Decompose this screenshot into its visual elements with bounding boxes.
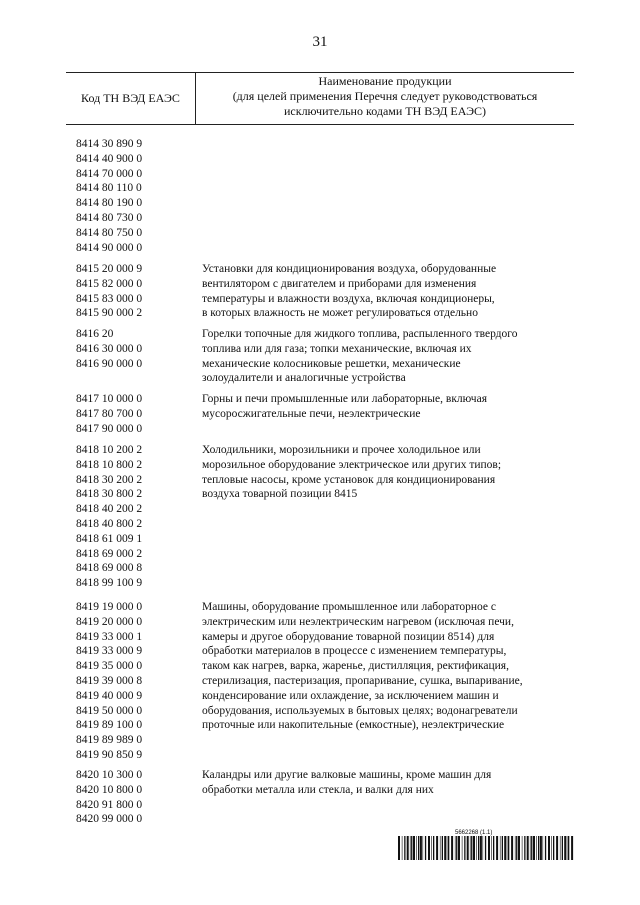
product-description-line: Машины, оборудование промышленное или лабораторное с (202, 601, 496, 613)
hs-code: 8415 20 000 9 (76, 263, 143, 275)
product-description (202, 262, 577, 321)
hs-code: 8416 20 (76, 328, 114, 340)
product-description-line: морозильное оборудование электрическое или других типов; (202, 458, 502, 471)
product-description-line: проточные или накопительные (емкостные), неэлектрические (202, 719, 505, 732)
hs-code: 8418 69 000 2 (76, 547, 143, 560)
hs-code: 8417 10 000 0 (76, 393, 143, 405)
hs-code-list (76, 327, 186, 371)
column-header-code: Код ТН ВЭД ЕАЭС (81, 91, 180, 105)
column-header-line: исключительно кодами ТН ВЭД ЕАЭС) (283, 104, 487, 118)
product-description-line: стерилизация, пастеризация, пропаривание, сушка, выпаривание, (202, 674, 523, 687)
hs-code-list (76, 600, 186, 763)
product-description (202, 443, 577, 502)
product-description (202, 600, 577, 733)
hs-code: 8414 90 000 0 (76, 241, 143, 254)
product-description-line: обработки материалов в процессе с изменением температуры, (202, 645, 507, 658)
hs-code: 8414 40 900 0 (76, 152, 143, 165)
product-description (202, 768, 577, 798)
product-description-line: Установки для кондиционирования воздуха, оборудованные (202, 263, 497, 275)
hs-code: 8420 91 800 0 (76, 798, 143, 811)
product-description-line: Горелки топочные для жидкого топлива, распыленного твердого (202, 328, 518, 340)
hs-code: 8420 10 800 0 (76, 783, 143, 796)
column-header-line: (для целей применения Перечня следует руководствоваться (232, 89, 538, 103)
product-description-line: обработки металла или стекла, и валки для них (202, 783, 434, 796)
hs-code: 8420 10 300 0 (76, 769, 143, 781)
hs-code: 8418 10 200 2 (76, 444, 143, 456)
hs-code: 8419 20 000 0 (76, 615, 143, 628)
hs-code: 8419 89 989 0 (76, 734, 143, 747)
hs-code: 8418 40 800 2 (76, 517, 143, 530)
hs-code-list (76, 443, 186, 591)
table-header-top-rule (66, 72, 574, 73)
hs-code: 8414 80 730 0 (76, 211, 143, 224)
product-description-line: температуры и влажности воздуха, включая кондиционеры, (202, 292, 495, 305)
hs-code: 8419 33 000 9 (76, 645, 143, 658)
hs-code: 8418 99 100 9 (76, 577, 143, 590)
hs-code-list (76, 262, 186, 321)
product-description-line: механические колосниковые решетки, механические (202, 357, 461, 370)
hs-code: 8415 82 000 0 (76, 277, 143, 290)
hs-code: 8419 33 000 1 (76, 630, 143, 643)
hs-code: 8418 30 200 2 (76, 473, 143, 486)
product-description (202, 327, 577, 386)
product-description (202, 392, 577, 422)
hs-code: 8419 90 850 9 (76, 748, 143, 761)
hs-code: 8414 30 890 9 (76, 138, 143, 150)
hs-code-list (76, 392, 186, 436)
hs-code: 8416 90 000 0 (76, 357, 143, 370)
barcode-label: 5662268 (1.1) (455, 830, 493, 836)
product-description-line: Холодильники, морозильники и прочее холодильное или (202, 444, 481, 456)
barcode-image (398, 836, 574, 860)
hs-code: 8419 40 000 9 (76, 689, 143, 702)
hs-code: 8417 90 000 0 (76, 422, 143, 435)
hs-code: 8419 39 000 8 (76, 674, 143, 687)
product-description-line: Горны и печи промышленные или лабораторные, включая (202, 393, 487, 405)
hs-code: 8419 35 000 0 (76, 660, 143, 673)
hs-code: 8418 61 009 1 (76, 532, 143, 545)
page-number: 31 (312, 34, 328, 50)
hs-code: 8419 19 000 0 (76, 601, 143, 613)
hs-code: 8414 80 190 0 (76, 197, 143, 210)
hs-code-list (76, 768, 186, 827)
product-description-line: конденсирование или охлаждение, за исключением машин и (202, 689, 499, 702)
hs-code: 8416 30 000 0 (76, 342, 143, 355)
hs-code: 8418 30 800 2 (76, 488, 143, 501)
product-description-line: таком как нагрев, варка, жаренье, дистилляция, ректификация, (202, 660, 509, 673)
hs-code: 8415 90 000 2 (76, 307, 143, 320)
product-description-line: воздуха товарной позиции 8415 (202, 488, 358, 501)
product-description-line: топлива или для газа; топки механические, включая их (202, 342, 472, 355)
product-description-line: мусоросжигательные печи, неэлектрические (202, 407, 421, 420)
hs-code: 8414 80 110 0 (76, 182, 142, 195)
hs-code: 8419 50 000 0 (76, 704, 143, 717)
product-description-line: тепловые насосы, кроме установок для кондиционирования (202, 473, 496, 486)
hs-code: 8418 10 800 2 (76, 458, 143, 471)
hs-code: 8414 70 000 0 (76, 167, 143, 180)
table-header-bottom-rule (66, 124, 574, 125)
hs-code: 8419 89 100 0 (76, 719, 143, 732)
hs-code: 8418 69 000 8 (76, 562, 143, 575)
product-description-line: оборудования, используемых в бытовых целях; водонагреватели (202, 704, 518, 717)
column-header-line: Наименование продукции (318, 74, 452, 88)
hs-code: 8420 99 000 0 (76, 813, 143, 826)
product-description-line: камеры и другое оборудование товарной позиции 8514) для (202, 630, 495, 643)
product-description-line: в которых влажность не может регулироваться отдельно (202, 307, 478, 320)
hs-code: 8418 40 200 2 (76, 503, 143, 516)
product-description-line: электрическим или неэлектрическим нагревом (исключая печи, (202, 615, 514, 628)
hs-code: 8415 83 000 0 (76, 292, 143, 305)
hs-code-list (76, 137, 186, 255)
product-description-line: Каландры или другие валковые машины, кроме машин для (202, 769, 492, 781)
hs-code: 8417 80 700 0 (76, 407, 143, 420)
product-description-line: золоудалители и аналогичные устройства (202, 372, 406, 385)
column-header-product-name (196, 74, 574, 119)
hs-code: 8414 80 750 0 (76, 226, 143, 239)
product-description-line: вентилятором с двигателем и приборами для изменения (202, 277, 477, 290)
